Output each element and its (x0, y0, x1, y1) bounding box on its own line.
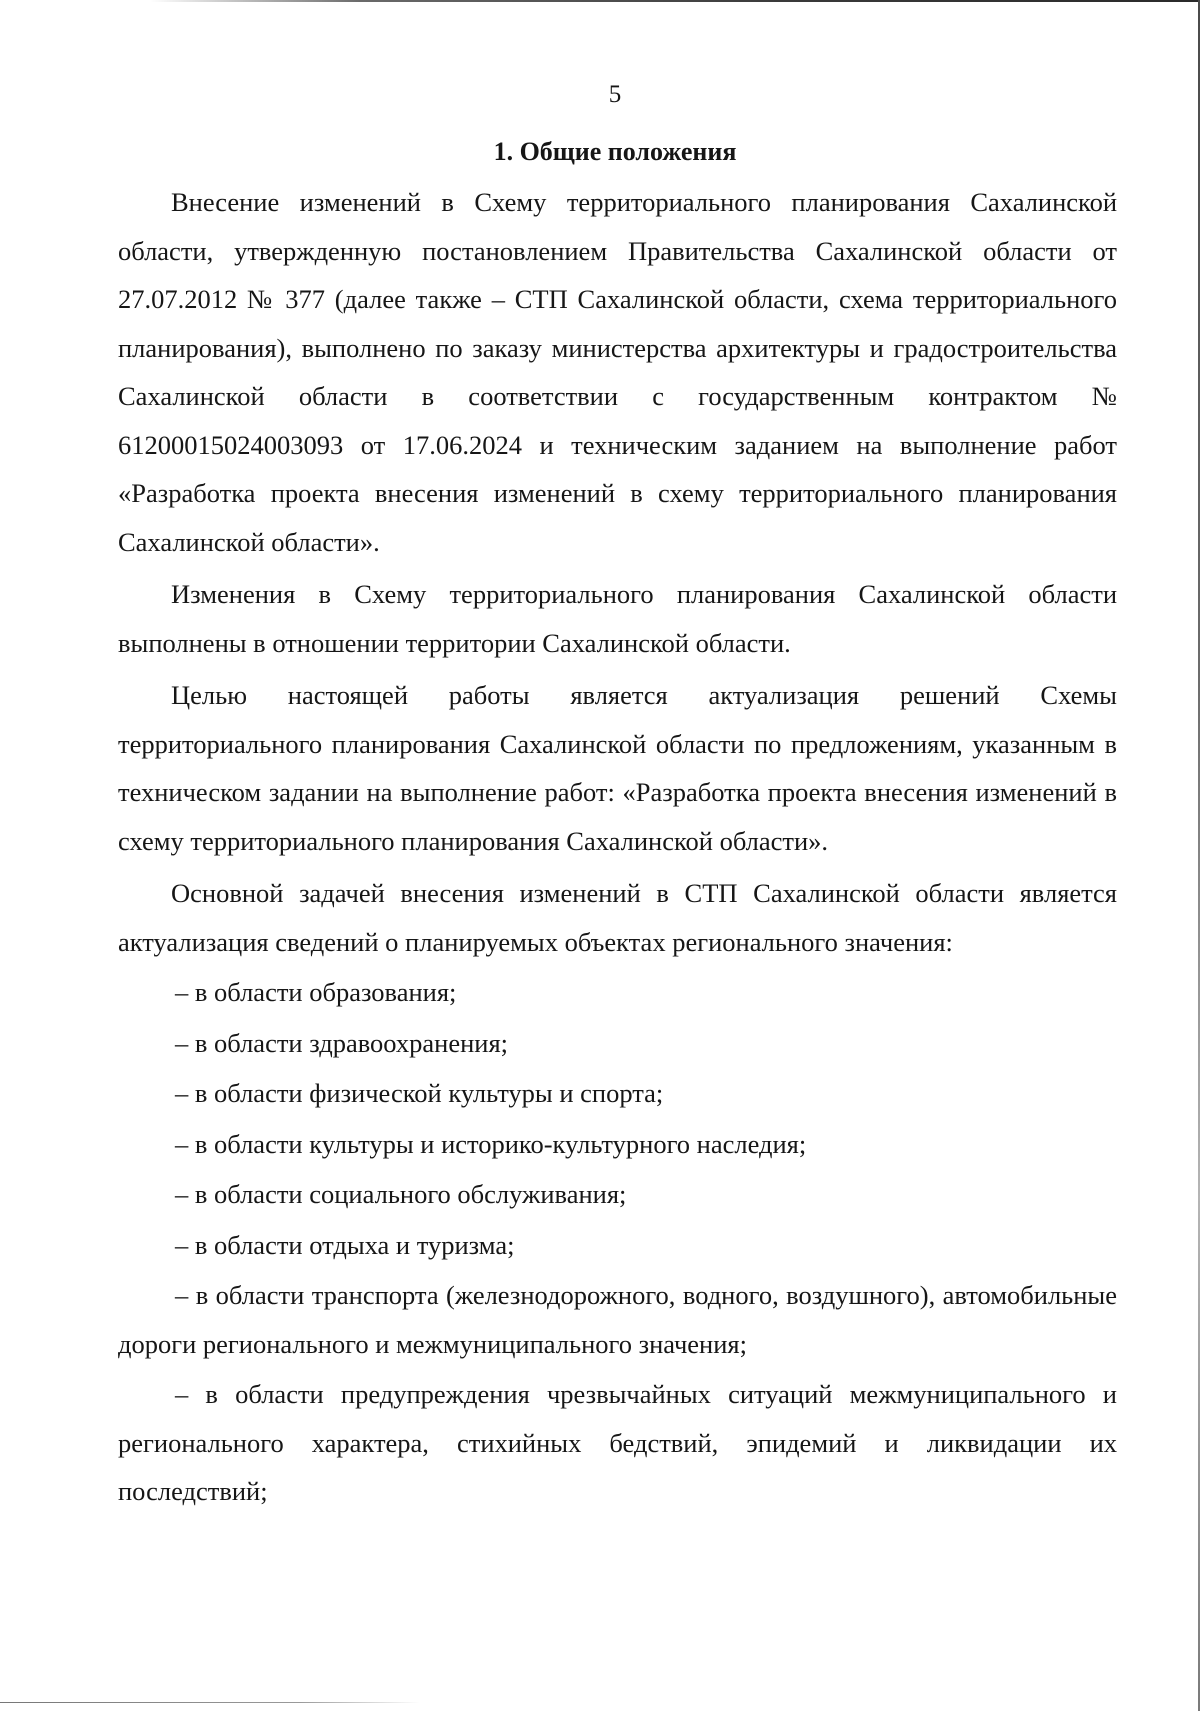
scan-edge-bottom (0, 1702, 1200, 1703)
list-item-education: – в области образования; (175, 977, 457, 1007)
list-item-sport: – в области физической культуры и спорта; (175, 1078, 664, 1108)
document-body (118, 178, 1117, 1518)
scan-edge-top (150, 0, 1200, 2)
list-item-transport: – в области транспорта (железнодорожного, водного, воздушного), автомобильные дороги регионального и межмуниципального значения; (118, 1280, 1117, 1359)
paragraph-introduction: Внесение изменений в Схему территориального планирования Сахалинской области, утвержденную постановлением Правительства Сахалинской области от 27.07.2012 № 377 (далее также – СТП Сахалинской области, схема территориального планирования), выполнено по заказу министерства архитектуры и градостроительства Сахалинской области в соответствии с государственным контрактом № 61200015024003093 от 17.06.2024 и техническим заданием на выполнение работ «Разработка проекта внесения изменений в схему территориального планирования Сахалинской области». (118, 187, 1117, 557)
list-item-healthcare: – в области здравоохранения; (175, 1027, 508, 1058)
section-heading: 1. Общие положения (493, 137, 737, 166)
list-item-emergency-prevention: – в области предупреждения чрезвычайных ситуаций межмуниципального и регионального характера, стихийных бедствий, эпидемий и ликвидации их последствий; (118, 1379, 1117, 1506)
list-item-recreation-tourism: – в области отдыха и туризма; (175, 1229, 515, 1260)
page-number: 5 (608, 81, 622, 108)
paragraph-main-task: Основной задачей внесения изменений в СТП Сахалинской области является актуализация сведений о планируемых объектах регионального значения: (118, 878, 1117, 957)
paragraph-goal: Целью настоящей работы является актуализация решений Схемы территориального планирования Сахалинской области по предложениям, указанным в техническом задании на выполнение работ: «Разработка проекта внесения изменений в схему территориального планирования Сахалинской области». (118, 680, 1117, 856)
paragraph-scope: Изменения в Схему территориального планирования Сахалинской области выполнены в отношении территории Сахалинской области. (118, 579, 1117, 658)
list-item-culture: – в области культуры и историко-культурного наследия; (175, 1128, 807, 1159)
list-item-social-services: – в области социального обслуживания; (175, 1179, 627, 1209)
